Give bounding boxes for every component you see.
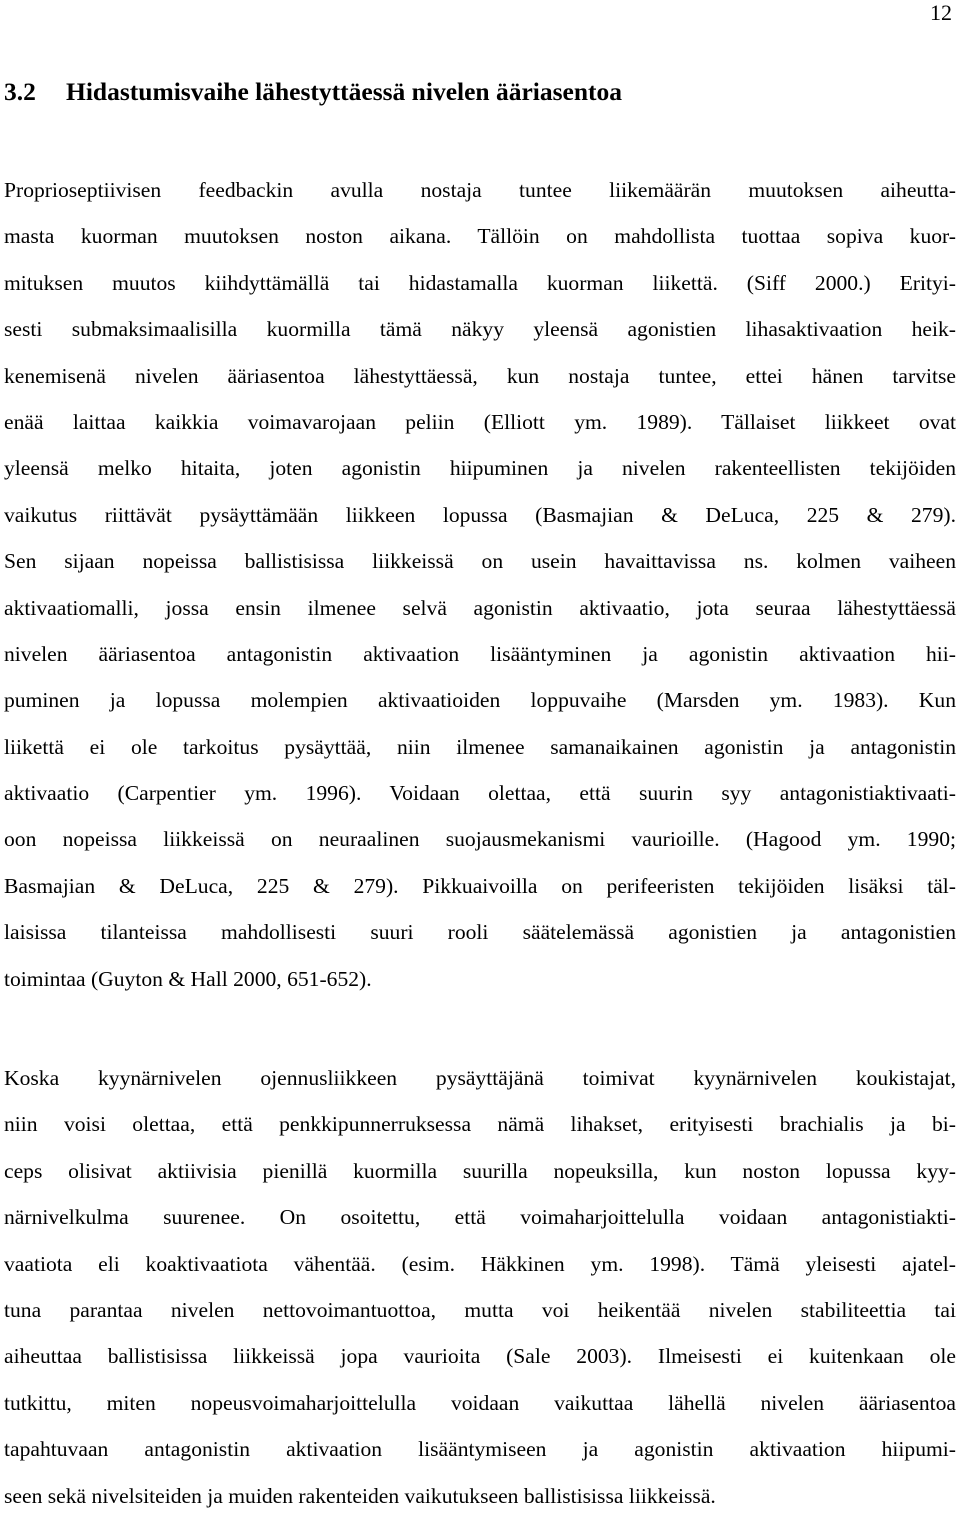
text-line: Koska kyynärnivelen ojennusliikkeen pysäyttäjänä toimivat kyynärnivelen koukistajat, (4, 1066, 956, 1090)
text-line: puminen ja lopussa molempien aktivaatioiden loppuvaihe (Marsden ym. 1983). Kun (4, 688, 956, 713)
text-line: sesti submaksimaalisilla kuormilla tämä näkyy yleensä agonistien lihasaktivaation heik- (4, 317, 956, 342)
text-line: nivelen ääriasentoa antagonistin aktivaation lisääntyminen ja agonistin aktivaation hii- (4, 641, 956, 666)
text-line: oon nopeissa liikkeissä on neuraalinen suojausmekanismi vaurioille. (Hagood ym. 1990; (4, 827, 956, 852)
text-line: Proprioseptiivisen feedbackin avulla nostaja tuntee liikemäärän muutoksen aiheutta- (4, 178, 956, 202)
text-line: aktivaatio (Carpentier ym. 1996). Voidaan olettaa, että suurin syy antagonistiaktivaati- (4, 781, 956, 806)
text-line: ceps olisivat aktiivisia pienillä kuormilla suurilla nopeuksilla, kun noston lopussa kyy- (4, 1158, 956, 1183)
text-line: enää laittaa kaikkia voimavarojaan peliin (Elliott ym. 1989). Tällaiset liikkeet ovat (4, 409, 956, 434)
text-line: niin voisi olettaa, että penkkipunnerruksessa nämä lihakset, erityisesti brachialis ja bi- (4, 1112, 956, 1137)
text-line: vaatiota eli koaktivaatiota vähentää. (esim. Häkkinen ym. 1998). Tämä yleisesti ajatel- (4, 1251, 956, 1276)
text-line: seen sekä nivelsiteiden ja muiden rakenteiden vaikutukseen ballistisissa liikkeissä. (4, 1483, 716, 1508)
text-line: tuna parantaa nivelen nettovoimantuottoa, mutta voi heikentää nivelen stabiliteettia tai (4, 1297, 956, 1322)
text-line: mituksen muutos kiihdyttämällä tai hidastamalla kuorman liikettä. (Siff 2000.) Erityi- (4, 270, 956, 295)
paragraph-1 (4, 167, 956, 1002)
paragraph-2 (4, 1055, 956, 1519)
text-line: kenemisenä nivelen ääriasentoa lähestyttäessä, kun nostaja tuntee, ettei hänen tarvitse (4, 363, 956, 388)
page-number: 12 (930, 0, 952, 25)
text-line: aiheuttaa ballistisissa liikkeissä jopa vaurioita (Sale 2003). Ilmeisesti ei kuitenkaan ole (4, 1344, 956, 1369)
text-line: närnivelkulma suurenee. On osoitettu, että voimaharjoittelulla voidaan antagonistiakti- (4, 1205, 956, 1230)
text-line: aktivaatiomalli, jossa ensin ilmenee selvä agonistin aktivaatio, jota seuraa lähestyttäessä (4, 595, 956, 620)
section-number: 3.2 (4, 77, 36, 106)
text-line: vaikutus riittävät pysäyttämään liikkeen lopussa (Basmajian & DeLuca, 225 & 279). (4, 502, 956, 527)
text-line: yleensä melko hitaita, joten agonistin hiipuminen ja nivelen rakenteellisten tekijöiden (4, 456, 956, 481)
section-title: Hidastumisvaihe lähestyttäessä nivelen ääriasentoa (66, 77, 623, 106)
text-line: Basmajian & DeLuca, 225 & 279). Pikkuaivoilla on perifeeristen tekijöiden lisäksi täl- (4, 873, 956, 898)
text-line: toimintaa (Guyton & Hall 2000, 651-652). (4, 966, 372, 991)
text-line: masta kuorman muutoksen noston aikana. Tällöin on mahdollista tuottaa sopiva kuor- (4, 224, 956, 249)
text-line: tapahtuvaan antagonistin aktivaation lisääntymiseen ja agonistin aktivaation hiipumi- (4, 1437, 956, 1462)
section-heading (4, 72, 622, 112)
text-line: tutkittu, miten nopeusvoimaharjoittelulla voidaan vaikuttaa lähellä nivelen ääriasentoa (4, 1390, 956, 1415)
text-line: Sen sijaan nopeissa ballistisissa liikkeissä on usein havaittavissa ns. kolmen vaiheen (4, 549, 956, 574)
text-line: laisissa tilanteissa mahdollisesti suuri rooli säätelemässä agonistien ja antagonistien (4, 920, 956, 945)
text-line: liikettä ei ole tarkoitus pysäyttää, niin ilmenee samanaikainen agonistin ja antagonistin (4, 734, 956, 759)
